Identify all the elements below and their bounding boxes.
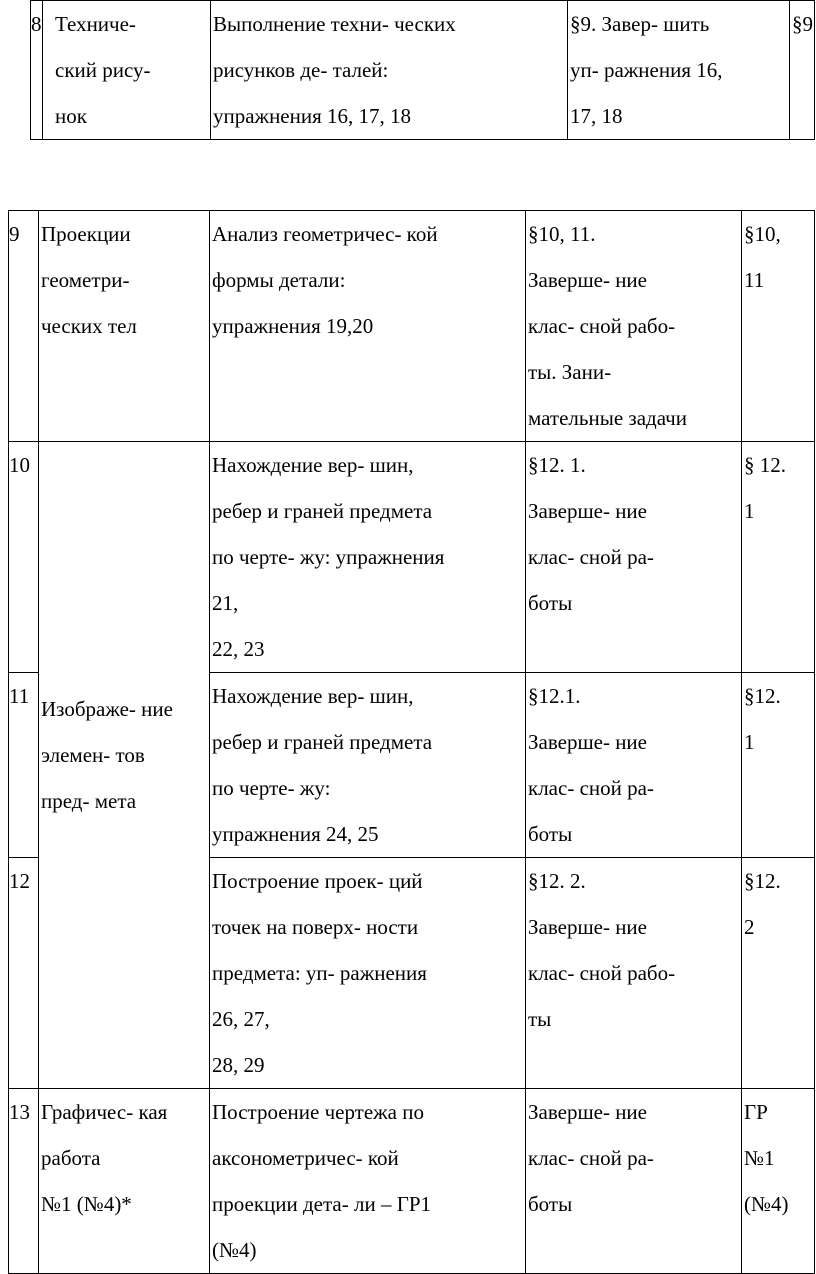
table-row <box>9 211 815 442</box>
lesson-number: 12 <box>9 858 39 1089</box>
lesson-content: Выполнение техни- ческих рисунков де- талей: упражнения 16, 17, 18 <box>211 1 568 140</box>
table-row <box>9 442 815 673</box>
lesson-content: Нахождение вер- шин, ребер и граней предмета по черте- жу: упражнения 21, 22, 23 <box>210 442 526 673</box>
lesson-content: Анализ геометричес- кой формы детали: упражнения 19,20 <box>210 211 526 442</box>
schedule-table-top <box>30 0 815 140</box>
lesson-reference: § 12. 1 <box>742 442 815 673</box>
lesson-homework: Заверше- ние клас- сной ра- боты <box>526 1089 742 1274</box>
lesson-number: 9 <box>9 211 39 442</box>
lesson-content: Построение чертежа по аксонометричес- кой проекции дета- ли – ГР1 (№4) <box>210 1089 526 1274</box>
lesson-content: Построение проек- ций точек на поверх- ности предмета: уп- ражнения 26, 27, 28, 29 <box>210 858 526 1089</box>
lesson-number: 8 <box>31 1 43 140</box>
lesson-number: 13 <box>9 1089 39 1274</box>
merged-lesson-topic: Изображе- ние элемен- тов пред- мета <box>39 442 210 1089</box>
schedule-table-main <box>8 210 815 1274</box>
lesson-topic: Графичес- кая работа №1 (№4)* <box>39 1089 210 1274</box>
lesson-homework: §12.1. Заверше- ние клас- сной ра- боты <box>526 673 742 858</box>
lesson-topic: Проекции геометри- ческих тел <box>39 211 210 442</box>
lesson-homework: §12. 2. Заверше- ние клас- сной рабо- ты <box>526 858 742 1089</box>
lesson-reference: §12. 2 <box>742 858 815 1089</box>
lesson-content: Нахождение вер- шин, ребер и граней предмета по черте- жу: упражнения 24, 25 <box>210 673 526 858</box>
lesson-homework: §9. Завер- шить уп- ражнения 16, 17, 18 <box>568 1 790 140</box>
lesson-homework: §10, 11. Заверше- ние клас- сной рабо- ты. Зани- мательные задачи <box>526 211 742 442</box>
lesson-homework: §12. 1. Заверше- ние клас- сной ра- боты <box>526 442 742 673</box>
table-row <box>31 1 815 140</box>
table-row <box>9 1089 815 1274</box>
lesson-number: 10 <box>9 442 39 673</box>
lesson-reference: ГР №1 (№4) <box>742 1089 815 1274</box>
lesson-number: 11 <box>9 673 39 858</box>
lesson-reference: §9 <box>790 1 815 140</box>
lesson-reference: §10, 11 <box>742 211 815 442</box>
lesson-topic: Техниче- ский рису- нок <box>43 1 211 140</box>
lesson-reference: §12. 1 <box>742 673 815 858</box>
